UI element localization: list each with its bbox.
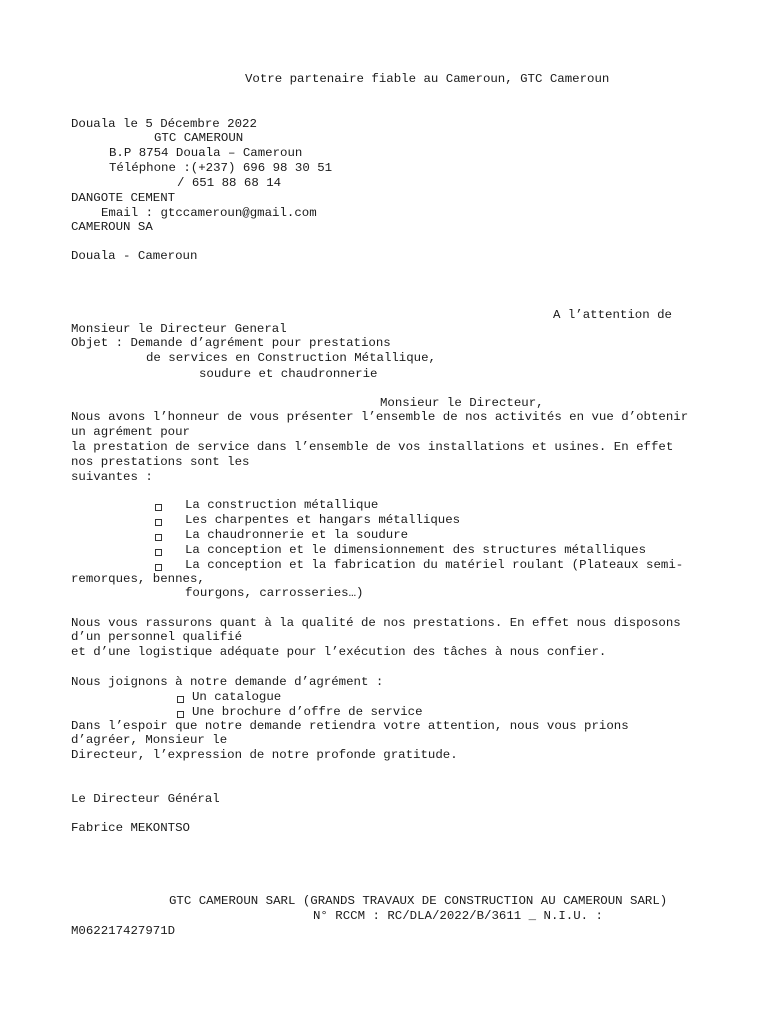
- list-item: Une brochure d’offre de service: [192, 705, 423, 719]
- subject-line-1: Objet : Demande d’agrément pour prestations: [71, 336, 391, 350]
- square-bullet-icon: [177, 711, 184, 718]
- sender-email: Email : gtccameroun@gmail.com: [101, 206, 317, 220]
- paragraph-line: Nous avons l’honneur de vous présenter l’ensemble de nos activités en vue d’obtenir: [71, 410, 689, 424]
- paragraph-line: nos prestations sont les: [71, 455, 250, 469]
- square-bullet-icon: [155, 564, 162, 571]
- paragraph-line: Directeur, l’expression de notre profonde gratitude.: [71, 748, 458, 762]
- square-bullet-icon: [155, 519, 162, 526]
- sender-company: GTC CAMEROUN: [154, 131, 244, 145]
- paragraph-line: Dans l’espoir que notre demande retiendra votre attention, nous vous prions: [71, 719, 629, 733]
- list-item: La conception et le dimensionnement des structures métalliques: [185, 543, 647, 557]
- subject-line-3: soudure et chaudronnerie: [199, 367, 378, 381]
- paragraph-line: et d’une logistique adéquate pour l’exécution des tâches à nous confier.: [71, 645, 607, 659]
- footer-niu: M062217427971D: [71, 924, 176, 938]
- header-tagline: Votre partenaire fiable au Cameroun, GTC Cameroun: [245, 72, 610, 86]
- recipient-title: Monsieur le Directeur General: [71, 322, 287, 336]
- attention-line: A l’attention de: [553, 308, 672, 322]
- list-item: La construction métallique: [185, 498, 379, 512]
- footer-company: GTC CAMEROUN SARL (GRANDS TRAVAUX DE CONSTRUCTION AU CAMEROUN SARL): [169, 894, 668, 908]
- sender-phone-2: / 651 88 68 14: [177, 176, 282, 190]
- salutation: Monsieur le Directeur,: [380, 396, 544, 410]
- paragraph-line: d’agréer, Monsieur le: [71, 733, 228, 747]
- square-bullet-icon: [155, 549, 162, 556]
- subject-line-2: de services en Construction Métallique,: [146, 351, 436, 365]
- square-bullet-icon: [177, 696, 184, 703]
- letter-date: Douala le 5 Décembre 2022: [71, 117, 257, 131]
- list-item: Un catalogue: [192, 690, 282, 704]
- footer-registration: N° RCCM : RC/DLA/2022/B/3611 _ N.I.U. :: [313, 909, 603, 923]
- square-bullet-icon: [155, 534, 162, 541]
- list-item: La conception et la fabrication du matériel roulant (Plateaux semi-: [185, 558, 684, 572]
- signatory-name: Fabrice MEKONTSO: [71, 821, 190, 835]
- paragraph-line: un agrément pour: [71, 425, 190, 439]
- paragraph-line: d’un personnel qualifié: [71, 630, 243, 644]
- signatory-role: Le Directeur Général: [71, 792, 220, 806]
- paragraph-line: suivantes :: [71, 470, 153, 484]
- square-bullet-icon: [155, 504, 162, 511]
- list-item-continuation: fourgons, carrosseries…): [185, 586, 364, 600]
- recipient-city: Douala - Cameroun: [71, 249, 198, 263]
- list-item-continuation: remorques, bennes,: [71, 572, 205, 586]
- list-item: Les charpentes et hangars métalliques: [185, 513, 461, 527]
- attachments-intro: Nous joignons à notre demande d’agrément :: [71, 675, 384, 689]
- paragraph-line: Nous vous rassurons quant à la qualité de nos prestations. En effet nous disposons: [71, 616, 681, 630]
- recipient-line-1: DANGOTE CEMENT: [71, 191, 176, 205]
- sender-phone: Téléphone :(+237) 696 98 30 51: [109, 161, 333, 175]
- sender-address: B.P 8754 Douala – Cameroun: [109, 146, 303, 160]
- list-item: La chaudronnerie et la soudure: [185, 528, 409, 542]
- recipient-line-2: CAMEROUN SA: [71, 220, 153, 234]
- paragraph-line: la prestation de service dans l’ensemble de vos installations et usines. En effet: [71, 440, 674, 454]
